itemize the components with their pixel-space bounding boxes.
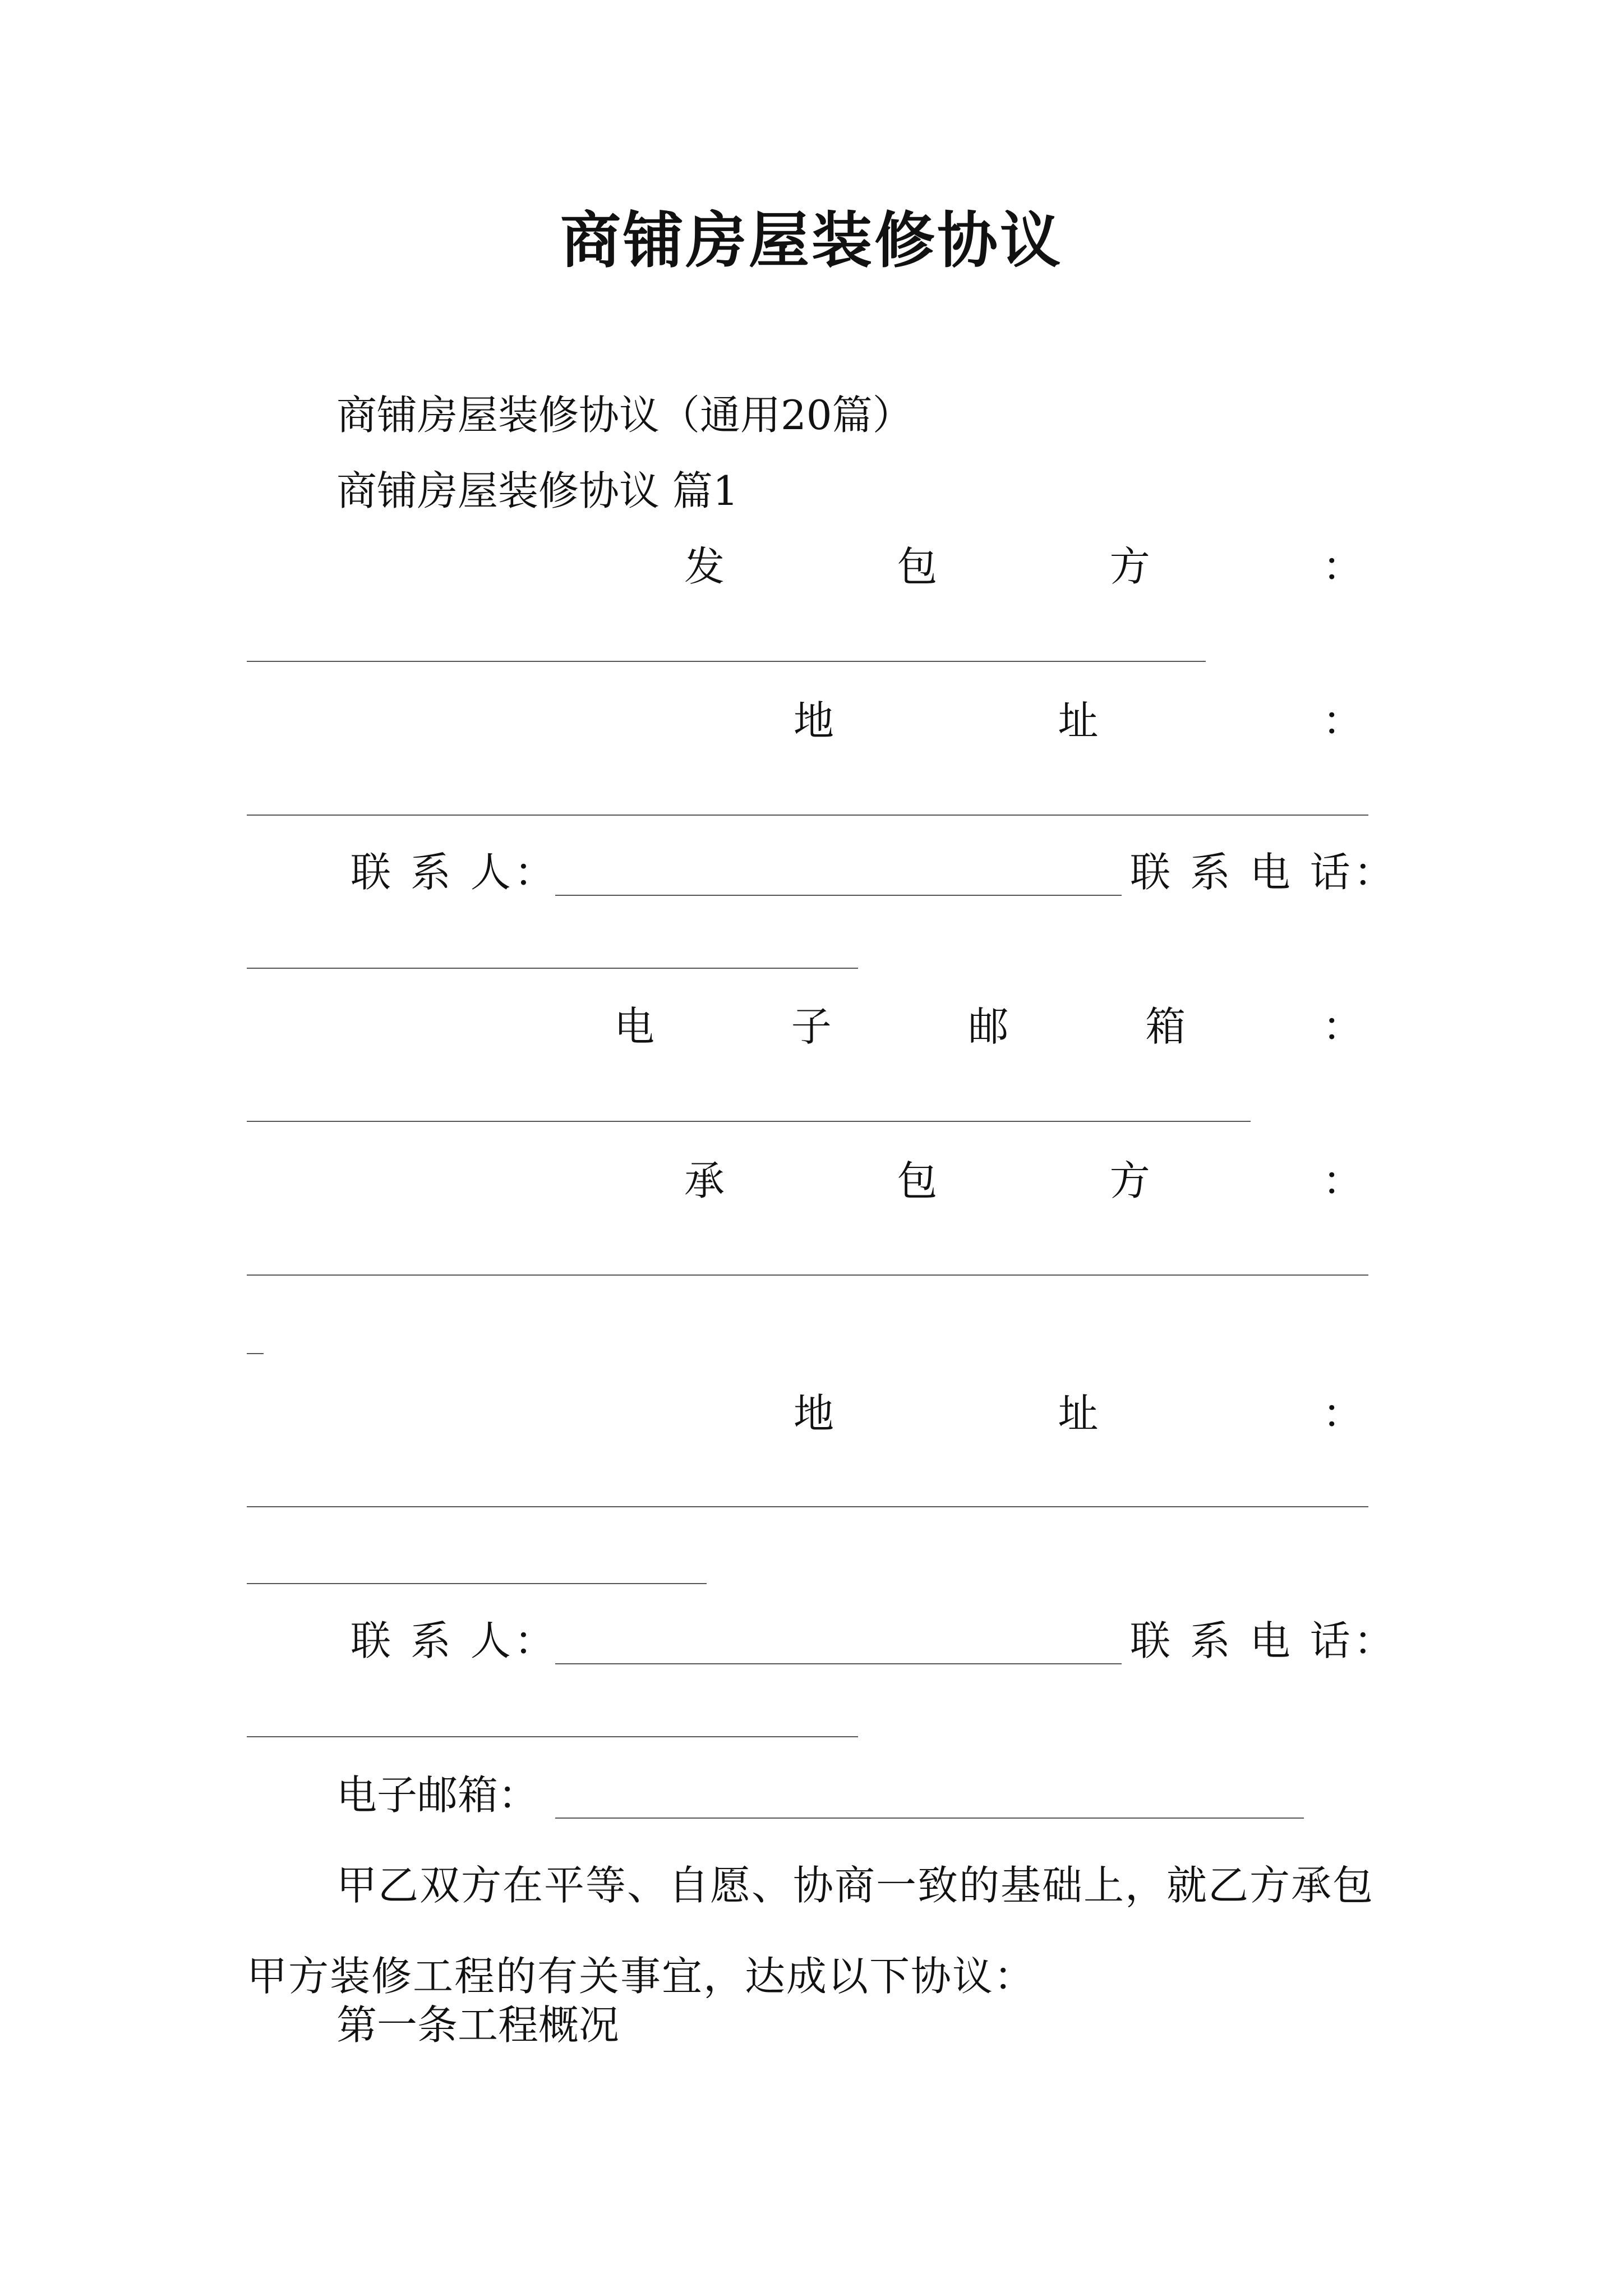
party-a-label [684,539,1363,595]
party-b-address-field[interactable] [247,1506,1368,1507]
party-a-name-field[interactable] [247,661,1206,662]
email-label-char: 箱 [1145,1003,1186,1050]
party-a-label-char: 发 [684,543,725,590]
address-label-char: 址 [1058,697,1099,744]
intro-paragraph: 甲乙双方在平等、自愿、协商一致的基础上，就乙方承包甲方装修工程的有关事宜，达成以下协议： [247,1862,1375,2000]
party-b-address-label [794,1386,1363,1442]
party-a-phone-label: 联 系 电 话： [1130,849,1398,896]
document-title: 商铺房屋装修协议 [560,206,1063,276]
article-1-heading: 第一条工程概况 [336,2001,620,2049]
party-b-label-char: 承 [684,1157,725,1204]
party-b-label [684,1153,1363,1209]
address-label-char: 地 [794,697,834,744]
section-heading: 商铺房屋装修协议 篇1 [336,467,739,514]
party-b-phone-field[interactable] [247,1736,858,1737]
document-subtitle: 商铺房屋装修协议（通用20篇） [336,392,913,439]
party-b-phone-label: 联 系 电 话： [1130,1617,1398,1664]
colon: ： [1322,1390,1363,1437]
party-b-email-field[interactable] [555,1818,1304,1819]
colon: ： [1322,697,1363,744]
party-a-address-label [794,693,1363,749]
colon: ： [1322,1003,1363,1050]
party-a-label-char: 方 [1109,543,1150,590]
party-a-label-char: 包 [897,543,938,590]
party-b-label-char: 包 [897,1157,938,1204]
party-b-contact-label: 联 系 人： [351,1617,558,1664]
party-b-name-field-continuation[interactable] [247,1353,264,1354]
party-b-email-label: 电子邮箱： [336,1772,539,1819]
address-label-char: 地 [794,1390,834,1437]
party-b-label-char: 方 [1109,1157,1150,1204]
party-a-contact-field[interactable] [555,895,1122,896]
address-label-char: 址 [1058,1390,1099,1437]
party-a-address-field[interactable] [247,815,1368,816]
party-a-phone-field[interactable] [247,968,858,969]
email-label-char: 电 [614,1003,655,1050]
party-a-contact-label: 联 系 人： [351,849,558,896]
party-b-name-field[interactable] [247,1274,1368,1276]
colon: ： [1322,1157,1363,1204]
email-label-char: 子 [791,1003,832,1050]
party-a-email-label [614,999,1363,1055]
party-a-email-field[interactable] [247,1121,1251,1122]
colon: ： [1322,543,1363,590]
email-label-char: 邮 [968,1003,1009,1050]
party-b-contact-field[interactable] [555,1663,1122,1664]
party-b-address-field-continuation[interactable] [247,1583,707,1584]
